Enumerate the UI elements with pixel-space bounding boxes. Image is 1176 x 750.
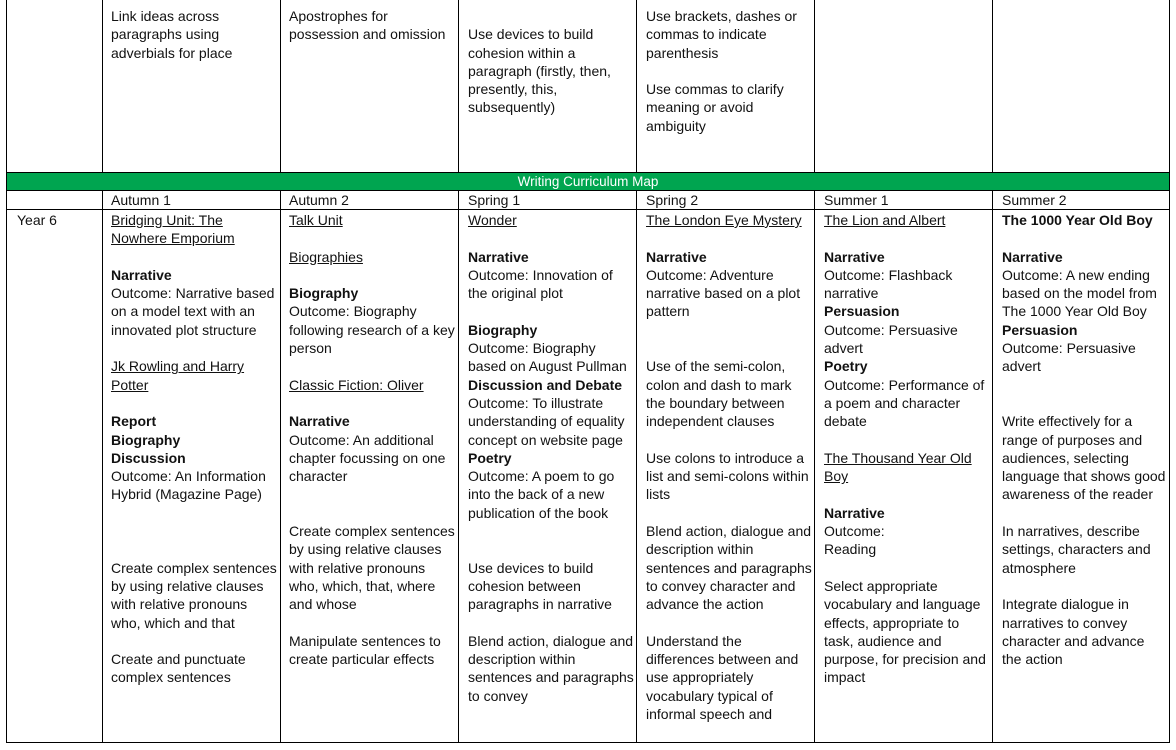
unit-title: The London Eye Mystery — [646, 212, 802, 228]
spacer — [111, 394, 277, 412]
cell-text: Manipulate sentences to create particular effects — [289, 632, 441, 668]
top-row-cell — [289, 7, 455, 44]
unit-title: Jk Rowling and Harry Potter — [111, 358, 245, 393]
table-border-right — [1169, 0, 1170, 743]
section-banner — [7, 173, 1169, 190]
cell-text: Apostrophes for possession and omission — [289, 8, 446, 43]
spacer — [1002, 376, 1166, 394]
cell-text: Outcome: Persuasive advert — [1002, 340, 1136, 375]
table-border-bottom — [6, 742, 1170, 743]
cell-text: Outcome: To illustrate understanding of equality concept on website page — [468, 394, 625, 448]
spring-2-cell — [646, 211, 812, 741]
cell-heading: Narrative — [111, 266, 172, 283]
cell-text: Outcome: Persuasive advert — [824, 321, 958, 357]
column-divider — [458, 0, 459, 743]
cell-heading: Biography — [111, 431, 181, 448]
spacer — [468, 540, 634, 558]
unit-title: Biographies — [289, 248, 363, 265]
cell-text: Integrate dialogue in narratives to convey character and advance the action — [1002, 596, 1145, 668]
cell-heading: Persuasion — [824, 303, 900, 320]
cell-heading: Narrative — [468, 248, 529, 265]
cell-text: Outcome: Adventure narrative based on a plot pattern — [646, 266, 801, 320]
cell-heading: Persuasion — [1002, 321, 1078, 338]
column-divider — [102, 0, 103, 743]
spacer — [111, 632, 277, 650]
spacer — [468, 302, 634, 320]
spacer — [289, 229, 455, 247]
summer-1-cell — [824, 211, 990, 741]
cell-text: Outcome: Flashback narrative — [824, 266, 953, 302]
cell-text: Create and punctuate complex sentences — [111, 651, 246, 686]
cell-text: Understand the differences between and use appropriately vocabulary typical of informal speech and — [646, 632, 799, 723]
year-label: Year 6 — [17, 212, 57, 228]
spacer — [289, 504, 455, 522]
spacer — [111, 504, 277, 522]
cell-text: Use commas to clarify meaning or avoid ambiguity — [646, 81, 784, 134]
cell-heading: Discussion and Debate — [468, 376, 623, 393]
cell-heading: Poetry — [824, 358, 868, 375]
cell-text: Reading — [824, 541, 877, 558]
column-divider — [280, 0, 281, 743]
cell-text: Outcome: Biography following research of a key person — [289, 303, 455, 357]
cell-text: Use of the semi-colon, colon and dash to mark the boundary between independent clauses — [646, 358, 792, 430]
row-divider — [6, 190, 1170, 191]
header-autumn-1: Autumn 1 — [111, 192, 171, 208]
autumn-1-cell — [111, 211, 277, 741]
spacer — [468, 229, 634, 247]
cell-text: Use brackets, dashes or commas to indicate parenthesis — [646, 8, 797, 61]
cell-heading: Narrative — [824, 504, 885, 521]
cell-text: Select appropriate vocabulary and language effects, appropriate to task, audience and purpose, for precision and impact — [824, 577, 986, 686]
cell-heading: Biography — [468, 321, 538, 338]
column-divider — [636, 0, 637, 743]
spacer — [824, 229, 990, 247]
spacer — [1002, 577, 1166, 595]
cell-heading: Poetry — [468, 449, 512, 466]
top-row-cell — [111, 7, 277, 62]
summer-2-cell — [1002, 211, 1166, 741]
spacer — [111, 522, 277, 540]
cell-text: Use devices to build cohesion between paragraphs in narrative — [468, 559, 612, 613]
cell-text: Outcome: A new ending based on the model from The 1000 Year Old Boy — [1002, 266, 1157, 320]
spacer — [289, 394, 455, 412]
cell-text: Outcome: — [824, 523, 885, 540]
unit-title: Wonder — [468, 212, 517, 228]
spacer — [1002, 504, 1166, 522]
spacer — [646, 339, 812, 357]
cell-text: Outcome: An Information Hybrid (Magazine Page) — [111, 468, 266, 503]
spacer — [111, 339, 277, 357]
spacer — [824, 431, 990, 449]
curriculum-table — [6, 0, 1170, 743]
autumn-2-cell — [289, 211, 455, 741]
spacer — [289, 614, 455, 632]
cell-text: Create complex sentences by using relative clauses with relative pronouns who, which, that, where and whose — [289, 523, 455, 613]
row-divider — [6, 209, 1170, 210]
top-row-cell — [468, 7, 634, 117]
cell-text: Outcome: Narrative based on a model text with an innovated plot structure — [111, 285, 275, 338]
cell-heading: Report — [111, 413, 157, 430]
cell-text: Outcome: A poem to go into the back of a new publication of the book — [468, 468, 615, 521]
cell-text: Blend action, dialogue and description within sentences and paragraphs to convey character and advance the action — [646, 523, 812, 613]
cell-heading: Narrative — [289, 413, 350, 430]
cell-text: Create complex sentences by using relative clauses with relative pronouns who, which and that — [111, 559, 277, 631]
column-divider — [992, 0, 993, 743]
spacer — [468, 522, 634, 540]
header-summer-1: Summer 1 — [824, 192, 889, 208]
cell-text: Outcome: Biography based on August Pullman — [468, 340, 627, 375]
cell-heading: Narrative — [824, 248, 885, 265]
spacer — [468, 614, 634, 632]
spacer — [824, 559, 990, 577]
spacer — [646, 229, 812, 247]
spacer — [111, 540, 277, 558]
column-divider — [814, 0, 815, 743]
unit-title: The Lion and Albert — [824, 212, 946, 228]
table-border-left — [6, 0, 7, 743]
unit-title: Bridging Unit: The Nowhere Emporium — [111, 212, 235, 247]
cell-text: Blend action, dialogue and description within sentences and paragraphs to convey — [468, 632, 634, 704]
spacer — [468, 7, 634, 25]
spring-1-cell — [468, 211, 634, 741]
cell-text: Write effectively for a range of purposes and audiences, selecting language that shows good awareness of the reader — [1002, 413, 1166, 503]
spacer — [1002, 229, 1166, 247]
cell-heading: The 1000 Year Old Boy — [1002, 212, 1153, 228]
spacer — [1002, 394, 1166, 412]
cell-text: Outcome: An additional chapter focussing on one character — [289, 431, 446, 485]
spacer — [289, 266, 455, 284]
cell-text: Link ideas across paragraphs using adverbials for place — [111, 8, 233, 61]
spacer — [824, 485, 990, 503]
spacer — [646, 504, 812, 522]
cell-text: Outcome: Performance of a poem and character debate — [824, 376, 985, 430]
spacer — [646, 321, 812, 339]
cell-heading: Narrative — [1002, 248, 1063, 265]
spacer — [111, 248, 277, 266]
cell-text: Outcome: Innovation of the original plot — [468, 266, 613, 302]
unit-title: The Thousand Year Old Boy — [824, 449, 972, 485]
header-spring-1: Spring 1 — [468, 192, 521, 208]
cell-heading: Discussion — [111, 449, 186, 466]
header-autumn-2: Autumn 2 — [289, 192, 349, 208]
top-row-cell — [646, 7, 810, 135]
cell-text: Use devices to build cohesion within a paragraph (firstly, then, presently, this, subsequently) — [468, 26, 611, 116]
cell-heading: Biography — [289, 285, 359, 302]
spacer — [646, 62, 810, 80]
spacer — [646, 614, 812, 632]
spacer — [646, 431, 812, 449]
unit-title: Classic Fiction: Oliver — [289, 376, 424, 393]
header-summer-2: Summer 2 — [1002, 192, 1067, 208]
spacer — [289, 485, 455, 503]
unit-title: Talk Unit — [289, 212, 343, 228]
cell-heading: Narrative — [646, 248, 707, 265]
spacer — [289, 357, 455, 375]
cell-text: In narratives, describe settings, characters and atmosphere — [1002, 523, 1151, 576]
header-spring-2: Spring 2 — [646, 192, 699, 208]
banner-title: Writing Curriculum Map — [517, 174, 659, 189]
cell-text: Use colons to introduce a list and semi-colons within lists — [646, 449, 809, 503]
